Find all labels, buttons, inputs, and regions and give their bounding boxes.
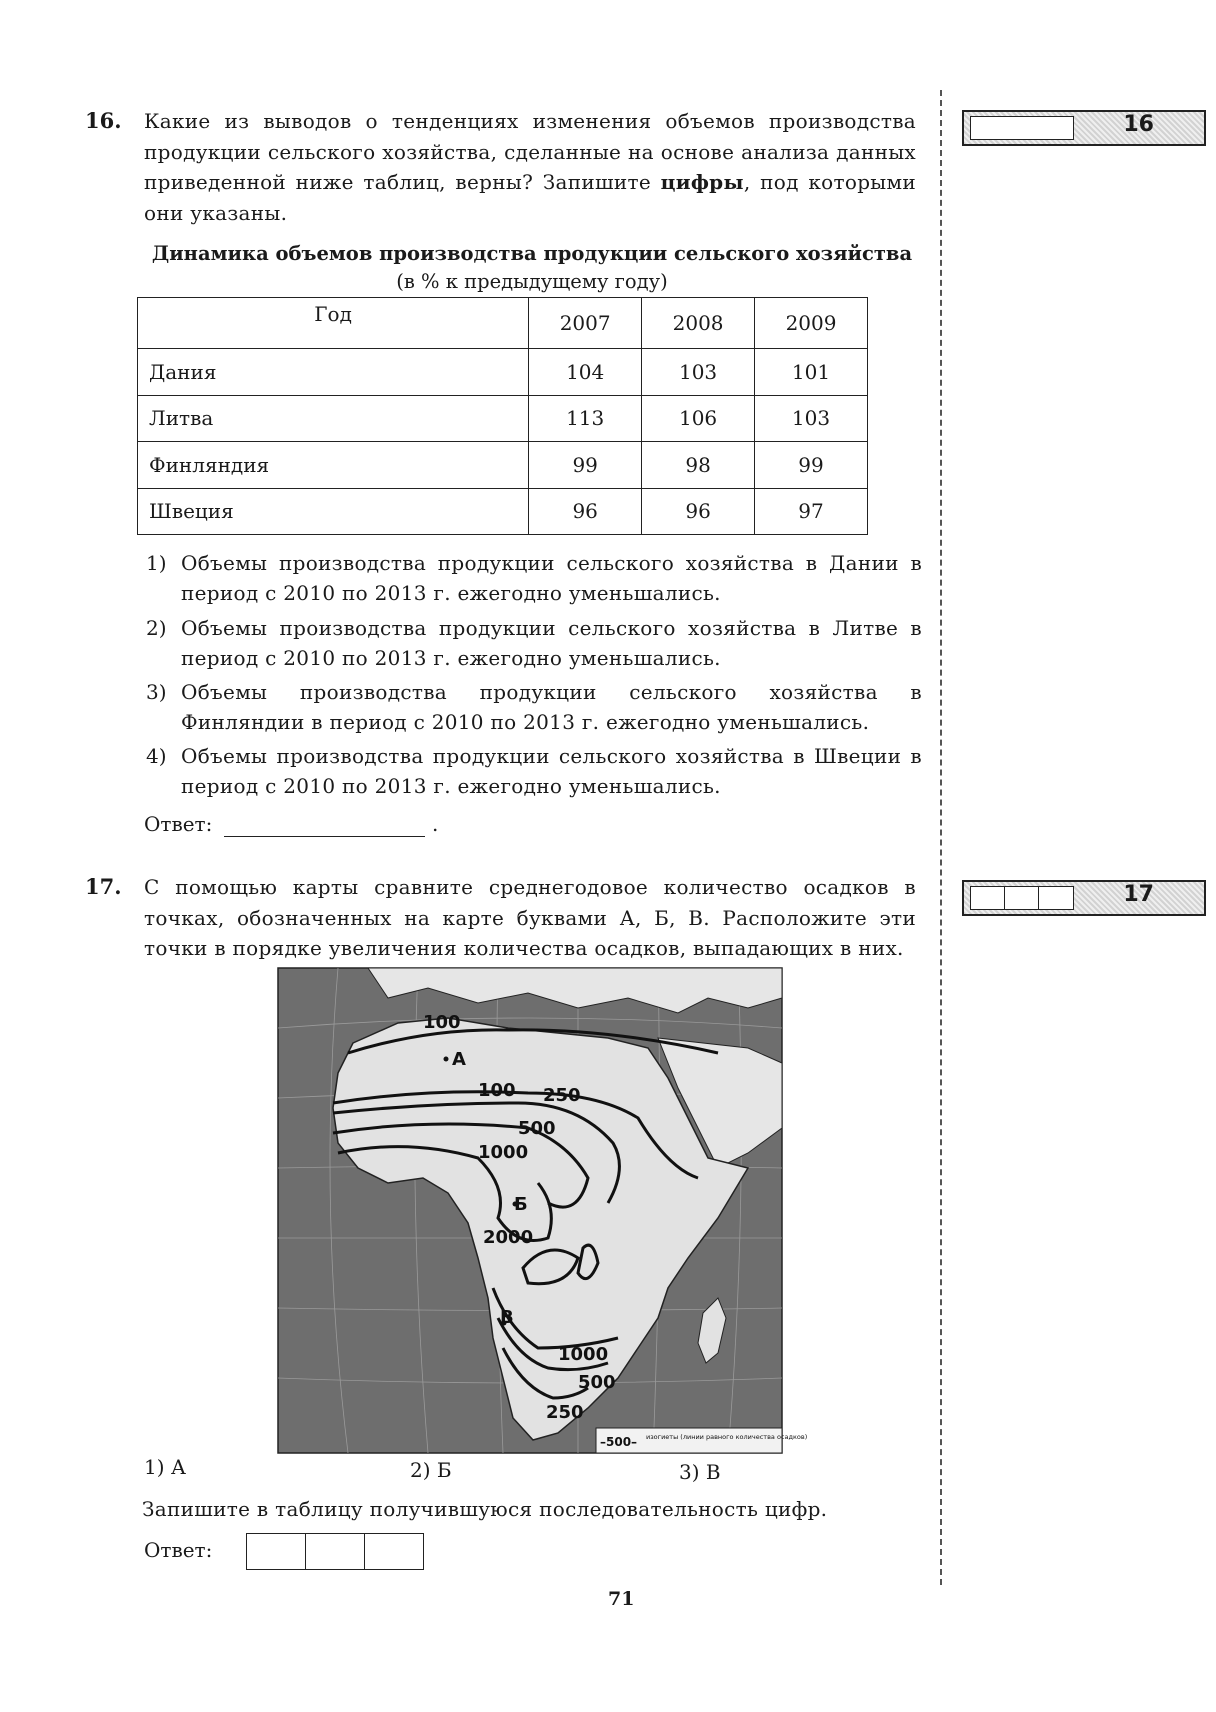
page-number: 71	[608, 1588, 635, 1610]
table-cell-value: 104	[529, 349, 642, 396]
option-3	[146, 677, 926, 739]
isoline-label: 500	[518, 1118, 556, 1139]
question-16-prompt-a: Какие из выводов о тенденциях изменения объемов производства продукции сельского хозяйства, сделанные на основе анализа данных приведенной ниже таблиц, верны? Запишите	[144, 109, 916, 194]
table-row	[138, 488, 868, 535]
isoline-label: 500	[578, 1372, 616, 1393]
table-header-cell: 2007	[529, 298, 642, 349]
answer-17-grid	[246, 1533, 424, 1570]
map-legend-text: изогиеты (линии равного количества осадков)	[646, 1433, 808, 1441]
table-subtitle: (в % к предыдущему году)	[396, 270, 668, 293]
question-16-prompt	[144, 106, 916, 228]
point-b-label: Б	[514, 1194, 528, 1215]
africa-precipitation-map	[278, 968, 808, 1453]
table-cell-country: Швеция	[138, 488, 529, 535]
option-4	[146, 741, 926, 803]
answer-box-17-label: 17	[1123, 882, 1154, 907]
choice-number: 3)	[679, 1460, 700, 1484]
table-header-cell: 2009	[755, 298, 868, 349]
table-cell-value: 99	[755, 442, 868, 489]
answer-box-16-label: 16	[1123, 112, 1154, 137]
answer-17-cell[interactable]	[306, 1534, 365, 1569]
table-cell-country: Литва	[138, 395, 529, 442]
point-v-label: В	[500, 1307, 514, 1328]
isoline-label: 250	[546, 1402, 584, 1423]
question-16-number: 16.	[85, 108, 122, 133]
table-header-cell: 2008	[642, 298, 755, 349]
table-header-cell: Год	[138, 298, 529, 349]
answer-box-16	[962, 110, 1206, 146]
option-text: Объемы производства продукции сельского хозяйства в Дании в период с 2010 по 2013 г. ежегодно уменьшались.	[181, 551, 922, 605]
choice-label: Б	[436, 1458, 452, 1482]
table-row	[138, 395, 868, 442]
question-16-prompt-b: , под которыми они указаны.	[144, 170, 916, 225]
question-16-prompt-bold: цифры	[660, 170, 744, 194]
isoline-label: 100	[478, 1080, 516, 1101]
isoline-label: 2000	[483, 1227, 534, 1248]
table-cell-value: 101	[755, 349, 868, 396]
choice-number: 2)	[410, 1458, 431, 1482]
table-header-row	[138, 298, 868, 349]
answer-17-cell[interactable]	[247, 1534, 306, 1569]
option-number: 1)	[146, 551, 167, 575]
question-17-prompt: С помощью карты сравните среднегодовое количество осадков в точках, обозначенных на карте буквами А, Б, В. Расположите эти точки в порядке увеличения количества осадков, выпадающих в них.	[144, 875, 916, 960]
answer-box-17-cell[interactable]	[1038, 886, 1074, 910]
table-cell-value: 106	[642, 395, 755, 442]
choice-3	[679, 1460, 721, 1484]
answer-box-17-cell[interactable]	[1004, 886, 1040, 910]
choice-number: 1)	[144, 1455, 165, 1479]
option-text: Объемы производства продукции сельского хозяйства в Финляндии в период с 2010 по 2013 г. ежегодно уменьшались.	[181, 680, 922, 734]
option-number: 3)	[146, 680, 167, 704]
answer-16-line[interactable]	[224, 812, 425, 837]
table-cell-value: 96	[642, 488, 755, 535]
isoline-label: 100	[423, 1012, 461, 1033]
table-cell-country: Финляндия	[138, 442, 529, 489]
option-number: 4)	[146, 744, 167, 768]
table-cell-value: 103	[642, 349, 755, 396]
option-text: Объемы производства продукции сельского хозяйства в Литве в период с 2010 по 2013 г. ежегодно уменьшались.	[181, 616, 922, 670]
answer-16-label: Ответ:	[144, 812, 213, 836]
choice-label: В	[705, 1460, 721, 1484]
table-title: Динамика объемов производства продукции сельского хозяйства	[151, 242, 913, 265]
isoline-label: 1000	[478, 1142, 529, 1163]
answer-box-16-cell[interactable]	[970, 116, 1074, 140]
map-legend-value: –500–	[600, 1435, 638, 1449]
answer-17-cell[interactable]	[365, 1534, 423, 1569]
isoline-label: 1000	[558, 1344, 609, 1365]
isoline-label: 250	[543, 1085, 581, 1106]
option-2	[146, 613, 926, 675]
answer-box-17	[962, 880, 1206, 916]
option-1	[146, 548, 926, 610]
answer-17-label: Ответ:	[144, 1538, 213, 1562]
table-cell-value: 103	[755, 395, 868, 442]
table-cell-value: 98	[642, 442, 755, 489]
answer-box-17-cell[interactable]	[970, 886, 1006, 910]
question-17-number: 17.	[85, 874, 122, 899]
question-17-instruction: Запишите в таблицу получившуюся последовательность цифр.	[142, 1497, 828, 1521]
table-cell-value: 97	[755, 488, 868, 535]
point-a-label: А	[452, 1049, 466, 1070]
answer-16-dot: .	[432, 812, 439, 836]
table-cell-value: 96	[529, 488, 642, 535]
margin-cut-line	[940, 90, 942, 1585]
choice-1	[144, 1455, 186, 1479]
table-cell-country: Дания	[138, 349, 529, 396]
table-cell-value: 99	[529, 442, 642, 489]
option-text: Объемы производства продукции сельского хозяйства в Швеции в период с 2010 по 2013 г. ежегодно уменьшались.	[181, 744, 922, 798]
choice-label: А	[170, 1455, 187, 1479]
table-row	[138, 442, 868, 489]
table-row	[138, 349, 868, 396]
production-table	[137, 297, 868, 535]
point-a-marker	[444, 1057, 449, 1062]
table-cell-value: 113	[529, 395, 642, 442]
option-number: 2)	[146, 616, 167, 640]
choice-2	[410, 1458, 452, 1482]
